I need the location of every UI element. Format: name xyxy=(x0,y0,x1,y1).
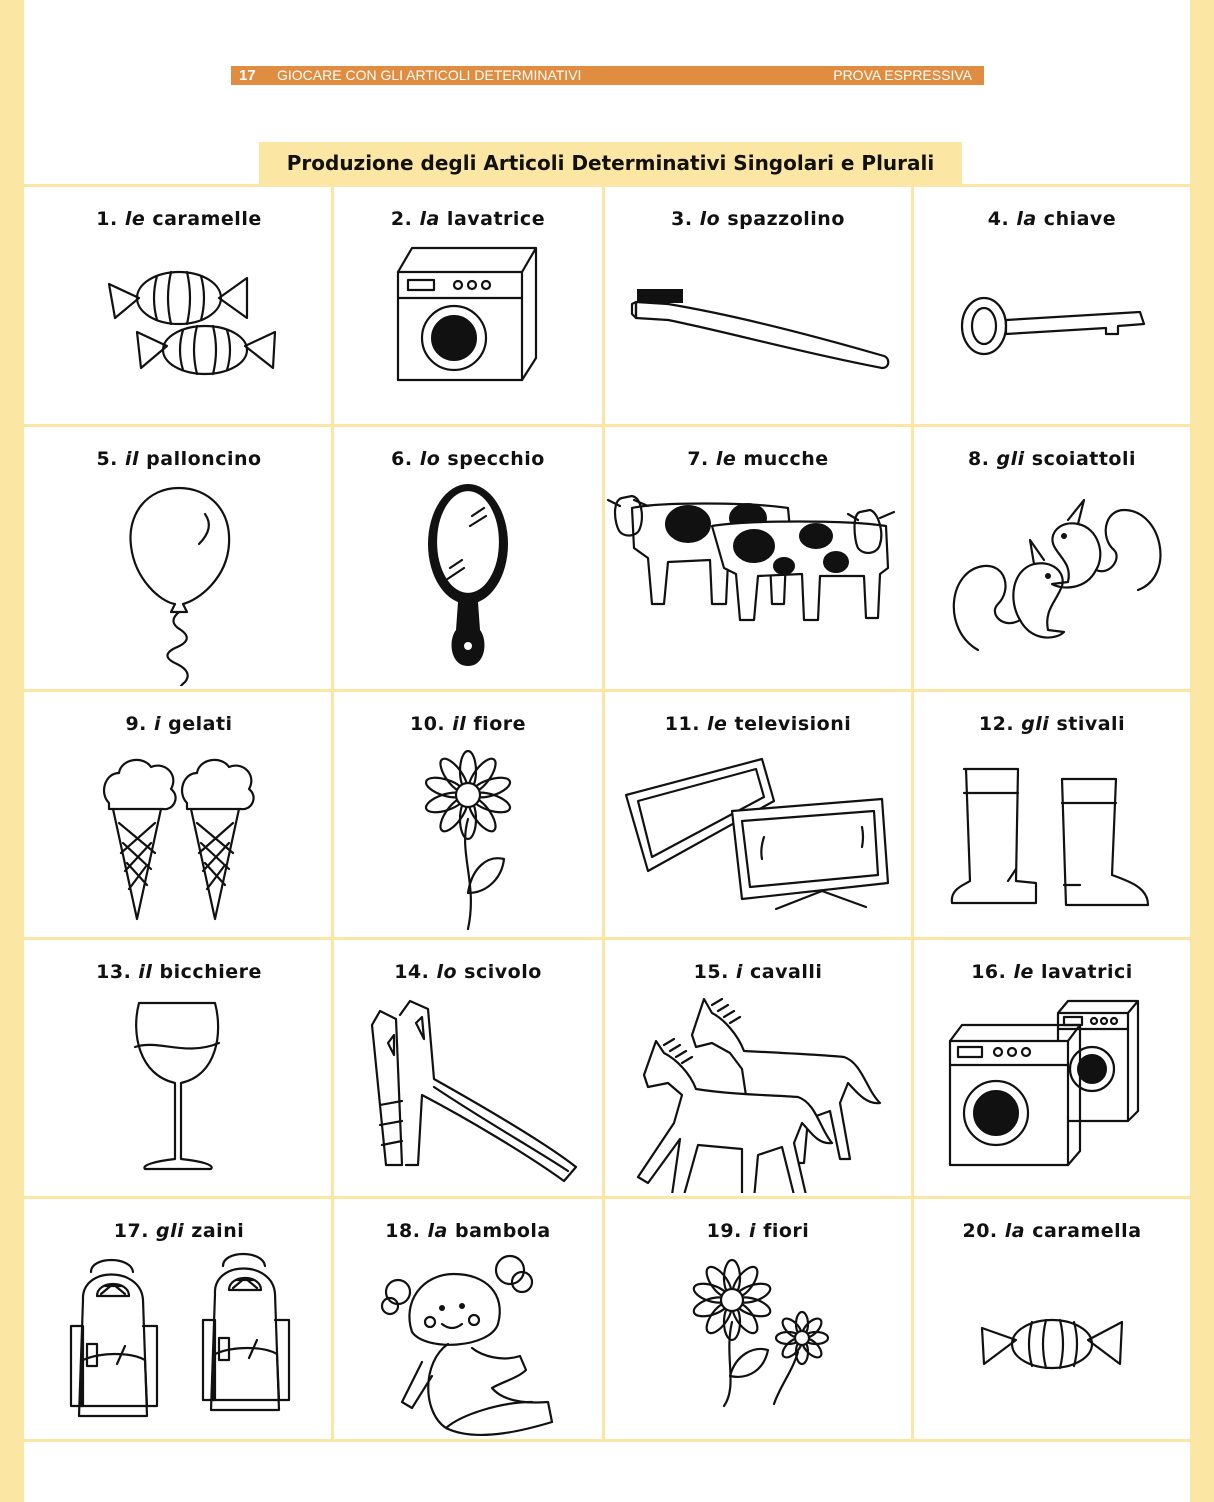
item-number: 17. xyxy=(113,1220,157,1242)
page-title: Produzione degli Articoli Determinativi Singolari e Plurali xyxy=(259,142,962,184)
item-article: la xyxy=(419,208,440,230)
item-label xyxy=(605,713,911,735)
item-label xyxy=(27,713,331,735)
section-title: GIOCARE CON GLI ARTICOLI DETERMINATIVI xyxy=(277,67,582,83)
flower-icon xyxy=(334,739,602,934)
grid-cell xyxy=(334,943,602,1196)
item-number: 6. xyxy=(391,448,420,470)
squirrels-icon xyxy=(914,474,1190,686)
item-number: 11. xyxy=(664,713,708,735)
exercise-type: PROVA ESPRESSIVA xyxy=(833,67,972,83)
item-noun: caramella xyxy=(1025,1220,1142,1242)
grid-cell xyxy=(334,190,602,424)
item-label xyxy=(914,448,1190,470)
item-label xyxy=(605,961,911,983)
item-label xyxy=(914,208,1190,230)
grid-cell xyxy=(605,190,911,424)
item-label xyxy=(334,208,602,230)
item-article: i xyxy=(748,1220,756,1242)
grid-cell xyxy=(27,695,331,937)
item-number: 1. xyxy=(96,208,125,230)
item-label xyxy=(334,448,602,470)
item-noun: scivolo xyxy=(457,961,542,983)
item-article: le xyxy=(707,713,728,735)
item-number: 16. xyxy=(971,961,1014,983)
item-number: 7. xyxy=(687,448,716,470)
item-noun: chiave xyxy=(1036,208,1117,230)
grid-cell xyxy=(27,943,331,1196)
item-label xyxy=(27,208,331,230)
picture-grid xyxy=(24,184,1190,1442)
grid-cell xyxy=(914,430,1190,689)
item-label xyxy=(605,208,911,230)
item-article: la xyxy=(1004,1220,1026,1242)
item-number: 10. xyxy=(409,713,453,735)
key-icon xyxy=(914,234,1190,421)
grid-cell xyxy=(27,1202,331,1442)
item-number: 4. xyxy=(987,208,1017,230)
item-noun: gelati xyxy=(161,713,233,735)
backpacks-icon xyxy=(27,1246,331,1439)
toothbrush-icon xyxy=(605,234,911,421)
grid-cell xyxy=(914,1202,1190,1442)
item-article: il xyxy=(452,713,467,735)
item-article: lo xyxy=(699,208,721,230)
item-number: 19. xyxy=(706,1220,749,1242)
item-article: lo xyxy=(419,448,441,470)
item-article: le xyxy=(715,448,737,470)
item-noun: scoiattoli xyxy=(1024,448,1137,470)
item-noun: spazzolino xyxy=(720,208,845,230)
item-noun: fiori xyxy=(755,1220,810,1242)
item-article: lo xyxy=(436,961,458,983)
grid-cell xyxy=(605,695,911,937)
item-noun: palloncino xyxy=(139,448,262,470)
item-article: le xyxy=(124,208,146,230)
ice-creams-icon xyxy=(27,739,331,934)
left-margin-band xyxy=(0,0,24,1502)
grid-divider xyxy=(24,1196,1190,1199)
item-number: 3. xyxy=(671,208,700,230)
item-number: 20. xyxy=(962,1220,1005,1242)
grid-cell xyxy=(605,943,911,1196)
grid-divider xyxy=(24,424,1190,427)
item-noun: mucche xyxy=(736,448,829,470)
item-label xyxy=(27,961,331,983)
page-number: 17 xyxy=(239,67,256,84)
cows-icon xyxy=(605,474,911,686)
item-article: gli xyxy=(996,448,1025,470)
grid-cell xyxy=(27,430,331,689)
item-article: i xyxy=(154,713,162,735)
candy-icon xyxy=(914,1246,1190,1439)
item-label xyxy=(605,448,911,470)
item-label xyxy=(334,1220,602,1242)
washing-machine-icon xyxy=(334,234,602,421)
item-label xyxy=(914,1220,1190,1242)
doll-icon xyxy=(334,1246,602,1439)
item-label xyxy=(27,1220,331,1242)
item-article: la xyxy=(427,1220,448,1242)
item-noun: caramelle xyxy=(145,208,262,230)
item-article: la xyxy=(1016,208,1037,230)
item-noun: cavalli xyxy=(742,961,823,983)
item-number: 8. xyxy=(967,448,997,470)
item-number: 13. xyxy=(96,961,139,983)
item-label xyxy=(914,961,1190,983)
item-number: 15. xyxy=(693,961,736,983)
grid-cell xyxy=(605,1202,911,1442)
item-label xyxy=(605,1220,911,1242)
item-noun: specchio xyxy=(440,448,545,470)
item-number: 2. xyxy=(390,208,420,230)
grid-cell xyxy=(914,943,1190,1196)
grid-cell xyxy=(914,695,1190,937)
item-article: i xyxy=(735,961,743,983)
item-label xyxy=(334,961,602,983)
grid-divider xyxy=(24,689,1190,692)
grid-cell xyxy=(914,190,1190,424)
item-noun: bicchiere xyxy=(152,961,262,983)
flowers-icon xyxy=(605,1246,911,1439)
item-noun: lavatrici xyxy=(1033,961,1133,983)
item-article: il xyxy=(125,448,140,470)
item-noun: stivali xyxy=(1049,713,1126,735)
grid-cell xyxy=(334,1202,602,1442)
slide-icon xyxy=(334,987,602,1193)
item-number: 12. xyxy=(978,713,1022,735)
right-margin-band xyxy=(1190,0,1214,1502)
item-article: il xyxy=(138,961,153,983)
grid-cell xyxy=(334,430,602,689)
item-article: le xyxy=(1013,961,1034,983)
horses-icon xyxy=(605,987,911,1193)
glass-icon xyxy=(27,987,331,1193)
mirror-icon xyxy=(334,474,602,686)
item-number: 14. xyxy=(394,961,437,983)
televisions-icon xyxy=(605,739,911,934)
grid-divider xyxy=(24,937,1190,940)
item-noun: lavatrice xyxy=(439,208,546,230)
balloon-icon xyxy=(27,474,331,686)
item-number: 9. xyxy=(125,713,154,735)
item-noun: bambola xyxy=(447,1220,551,1242)
boots-icon xyxy=(914,739,1190,934)
item-article: gli xyxy=(1021,713,1050,735)
grid-cell xyxy=(605,430,911,689)
item-noun: televisioni xyxy=(727,713,852,735)
header-bar xyxy=(231,66,984,85)
item-article: gli xyxy=(156,1220,185,1242)
item-number: 5. xyxy=(96,448,126,470)
item-label xyxy=(334,713,602,735)
item-noun: fiore xyxy=(466,713,526,735)
item-label xyxy=(27,448,331,470)
page-footer-space xyxy=(24,1442,1190,1502)
washing-machines-icon xyxy=(914,987,1190,1193)
item-number: 18. xyxy=(385,1220,428,1242)
grid-cell xyxy=(27,190,331,424)
item-label xyxy=(914,713,1190,735)
item-noun: zaini xyxy=(184,1220,245,1242)
grid-cell xyxy=(334,695,602,937)
candies-icon xyxy=(27,234,331,421)
